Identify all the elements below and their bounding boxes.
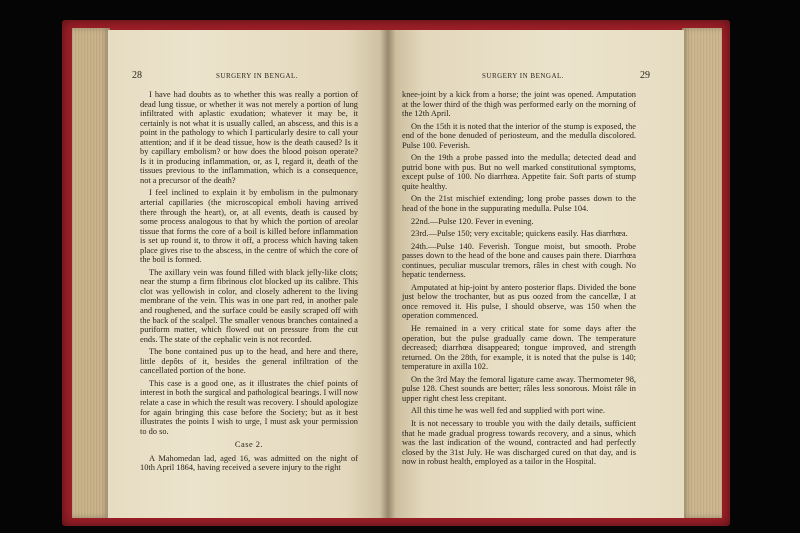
right-page-header bbox=[402, 72, 650, 84]
left-page-header bbox=[132, 72, 364, 84]
right-paragraph: Amputated at hip-joint by antero posterior flaps. Divided the bone just below the trochanter, but as pus oozed from the cancellæ, I at once removed it. His pulse, I should observe, was 150 when the operation commenced. bbox=[402, 282, 636, 321]
right-running-head: SURGERY IN BENGAL. bbox=[482, 72, 565, 80]
left-running-head: SURGERY IN BENGAL. bbox=[216, 72, 299, 80]
left-paragraph: I feel inclined to explain it by embolism in the pulmonary arterial capillaries (the microscopical emboli having arrived there through the heart), or, at all events, death is caused by some process analogous to that by which the portion of areolar tissue that forms the core of a boil is killed before inflammation is set up round it, to throw it off, a process which having taken place gives rise to the abscess, in the centre of which the core of the boil is formed. bbox=[140, 188, 358, 265]
right-paragraph: 22nd.—Pulse 120. Fever in evening. bbox=[411, 216, 534, 226]
right-page bbox=[388, 30, 684, 518]
left-paragraph: A Mahomedan lad, aged 16, was admitted on the night of 10th April 1864, having received a severe injury to the right bbox=[140, 453, 358, 473]
right-paragraph: He remained in a very critical state for some days after the operation, but the pulse gradually came down. The temperature decreased; diarrhœa disappeared; tongue improved, and strength returned. On the 28th, for example, it is noted that the pulse is 140; temperature in axilla 102. bbox=[402, 324, 636, 372]
left-page-number: 28 bbox=[132, 70, 142, 81]
right-paragraph: On the 3rd May the femoral ligature came away. Thermometer 98, pulse 128. Chest sounds are better; râles less sonorous. Moist râle in upper right chest less crepitant. bbox=[402, 374, 636, 403]
left-page-edges bbox=[72, 28, 110, 518]
case-heading: Case 2. bbox=[234, 440, 264, 450]
right-paragraph: On the 21st mischief extending; long probe passes down to the head of the bone in the suppurating medulla. Pulse 104. bbox=[402, 194, 636, 214]
left-paragraph: This case is a good one, as it illustrates the chief points of interest in both the surgical and pathological bearings. I will now relate a case in which the result was recovery. I should apologize for again bringing this case before the Society; but as it best illustrates the points I wish to urge, I must ask your permission to do so. bbox=[140, 378, 358, 436]
right-paragraph: It is not necessary to trouble you with the daily details, sufficient that he made gradual progress towards recovery, and a sinus, which was the last indication of the wound, contracted and had perfectly closed by the 31st July. He was discharged cured on that day, and is now in robust health, employed as a tailor in the Hospital. bbox=[402, 418, 636, 467]
right-paragraph: 24th.—Pulse 140. Feverish. Tongue moist, but smooth. Probe passes down to the head of the bone and causes pain there. Diarrhœa continues, peculiar muscular tremors, râles in chest with cough. No hepatic tenderness. bbox=[402, 241, 636, 280]
right-paragraph: On the 15th it is noted that the interior of the stump is exposed, the end of the bone denuded of periosteum, and the medulla discolored. Pulse 100. Feverish. bbox=[402, 121, 636, 150]
left-page bbox=[108, 30, 388, 518]
book-gutter bbox=[380, 30, 396, 518]
right-paragraph: On the 19th a probe passed into the medulla; detected dead and putrid bone with pus. But no well marked constitutional symptoms, except pulse of 100. No diarrhœa. Appetite fair. Soft parts of stump quite healthy. bbox=[402, 153, 636, 191]
right-page-edges bbox=[682, 28, 722, 518]
left-paragraph: The bone contained pus up to the head, and here and there, little depôts of it, besides the general infiltration of the cancellated portion of the bone. bbox=[140, 347, 358, 376]
right-paragraph: All this time he was well fed and supplied with port wine. bbox=[411, 406, 605, 416]
right-paragraph: knee-joint by a kick from a horse; the joint was opened. Amputation at the lower third of the thigh was performed early on the morning of the 12th April. bbox=[402, 90, 636, 119]
right-page-number: 29 bbox=[640, 70, 650, 81]
right-page-body bbox=[402, 90, 636, 470]
right-paragraph: 23rd.—Pulse 150; very excitable; quickens easily. Has diarrhœa. bbox=[411, 229, 628, 239]
left-paragraph: The axillary vein was found filled with black jelly-like clots; near the stump a firm fibrinous clot blocked up its calibre. This clot was yellowish in color, and closely adherent to the living membrane of the vein. This was in one part red, in another pale and roughened, and the surface could be easily scraped off with the back of the scalpel. The smaller venous branches contained a puriform matter, which flowed out on pressure from the cut ends. The state of the cephalic vein is not recorded. bbox=[140, 267, 358, 344]
left-paragraph: I have had doubts as to whether this was really a portion of dead lung tissue, or whether it was not merely a portion of lung infiltrated with aplastic exudation; whatever it may be, it certainly is not what it is usually called, an abscess, and this is a point in the pathology to which I particularly desire to call your attention; and if it be dead tissue, how is the death caused? Is it by capillary embolism? or how does the blood poison operate? Is it in producing inflammation, or, as I, regard it, death of the tissues previous to the inflammation, which is a consequence, not a precursor of the death? bbox=[140, 90, 358, 185]
left-page-body bbox=[140, 90, 358, 476]
